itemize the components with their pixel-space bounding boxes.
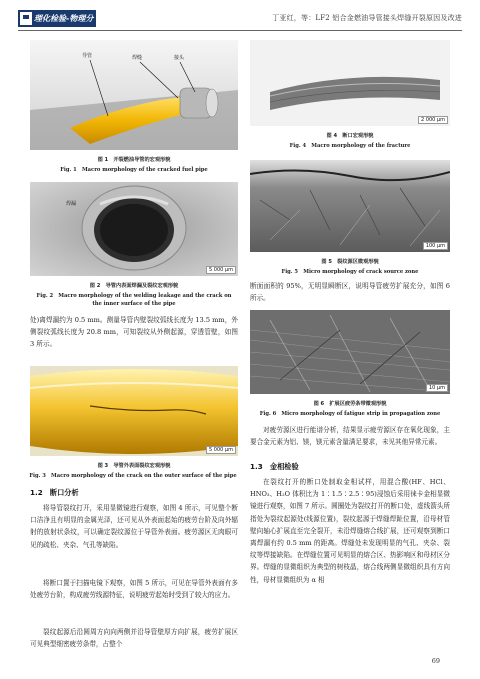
running-title: 丁亚红，等：LF2 铝合金燃油导管接头焊缝开裂原因及改进 [272,14,462,22]
section-1-2-heading: 1.2 断口分析 [30,488,79,497]
figure-4-caption-cn: 图 4 断口宏观形貌 [326,133,374,139]
fig1-label-weld: 焊缝 [132,55,143,61]
page-number: 69 [431,657,440,665]
figure-1-caption-en: Fig. 1 Macro morphology of the cracked fuel pipe [60,167,208,173]
figure-1-caption-cn: 图 1 开裂燃油导管的宏观形貌 [97,157,171,163]
fig5-scale-bar: 100 μm [423,242,448,250]
figure-5-caption-en: Fig. 5 Micro morphology of crack source zone [281,269,419,275]
figure-2-caption-en: Fig. 2 Macro morphology of the welding leakage and the crack on the inner surface of the pipe [36,293,232,307]
right-paragraph-3: 在裂纹打开的断口处制取金相试样，用混合酸(HF、HCl、HNO₃、H₂O 体积比为 1∶1.5∶2.5∶95)浸蚀后采用徕卡金相显微镜进行观察，如图 7 所示。圆圈处为裂纹打开的断口处，虚线箭头所指处为裂纹起源处(线源位置)，裂纹起源于焊缝焊趾位置，沿母材管壁向轴心扩展直至完全裂开，未沿焊缝熔合线扩展，还可观察到断口离焊漏有约 0.5 mm 的距离。焊缝处未发现明显的气孔、夹杂、裂纹等焊接缺陷。在焊缝位置可见明显的熔合区、热影响区和母材区分界。焊缝的显微组织为典型的树枝晶，熔合线两侧显微组织具有方向性，母材显微组织为 α 相 [250,478,450,584]
header-rule [18,30,462,31]
figure-3-caption-en: Fig. 3 Macro morphology of the crack on the outer surface of the pipe [29,473,237,479]
figure-6-image [250,310,450,394]
fig6-scale-bar: 10 μm [426,384,448,392]
right-paragraph-2: 对疲劳源区进行能谱分析，结果显示疲劳源区存在氧化现象，主要合金元素为铝、镁，镁元素含量满足要求，未见其他异常元素。 [250,426,450,447]
fig1-label-pipe: 导管 [82,53,93,59]
fig4-scale-bar: 2 000 μm [418,116,448,124]
figure-4-caption-en: Fig. 4 Macro morphology of the fracture [289,143,411,149]
figure-3-caption-cn: 图 3 导管外表面裂纹宏观形貌 [97,463,171,469]
fig3-scale-bar: 5 000 μm [206,446,236,454]
left-paragraph-4: 裂纹起源后沿圆周方向向两侧并沿导管壁厚方向扩展，疲劳扩展区可见典型细密疲劳条带，占整个 [30,628,238,649]
figure-6-caption-en: Fig. 6 Micro morphology of fatigue strip in propagation zone [259,411,441,417]
figure-1-image [30,40,238,150]
section-1-3-heading: 1.3 金相检验 [250,462,299,471]
figure-3-image [30,366,238,456]
fig2-scale-bar: 5 000 μm [206,266,236,274]
right-paragraph-1: 断面面积的 95%，无明显瞬断区，说明导管疲劳扩展充分，如图 6 所示。 [250,282,450,303]
figure-2-image [30,182,238,276]
fig1-label-joint: 接头 [174,55,185,61]
figure-6-caption-cn: 图 6 扩展区疲劳条带微观形貌 [313,401,387,407]
left-paragraph-1: 处)离焊漏约为 0.5 mm。测量导管内壁裂纹弧线长度为 13.5 mm，外侧裂纹弧线长度为 20.8 mm，可知裂纹从外侧起源，穿透管壁，如图 3 所示。 [30,316,238,349]
journal-logo-text: 理化检验-物理分册 [34,14,94,40]
figure-2-caption-cn: 图 2 导管内表面焊漏及裂纹宏观形貌 [89,283,179,289]
figure-5-image [250,160,450,252]
figure-4-image [250,40,450,126]
journal-logo [18,10,96,40]
left-paragraph-3: 将断口置于扫描电镜下观察，如图 5 所示，可见在导管外表面有多处疲劳台阶，构成疲劳线源特征，说明疲劳起始时受到了较大的应力。 [30,579,238,600]
figure-5-caption-cn: 图 5 裂纹源区微观形貌 [321,259,379,265]
left-paragraph-2: 将导管裂纹打开，采用显微镜进行观察，如图 4 所示，可见整个断口洁净且有明显的金属光泽，还可见从外表面起始的疲劳台阶及向外辐射的放射状条纹，可以确定裂纹源位于导管外表面。疲劳源区无肉眼可见的疏松、夹杂、气孔等缺陷。 [30,504,238,549]
journal-logo-icon [20,12,32,25]
fig2-label-leakage: 焊漏 [66,201,77,207]
